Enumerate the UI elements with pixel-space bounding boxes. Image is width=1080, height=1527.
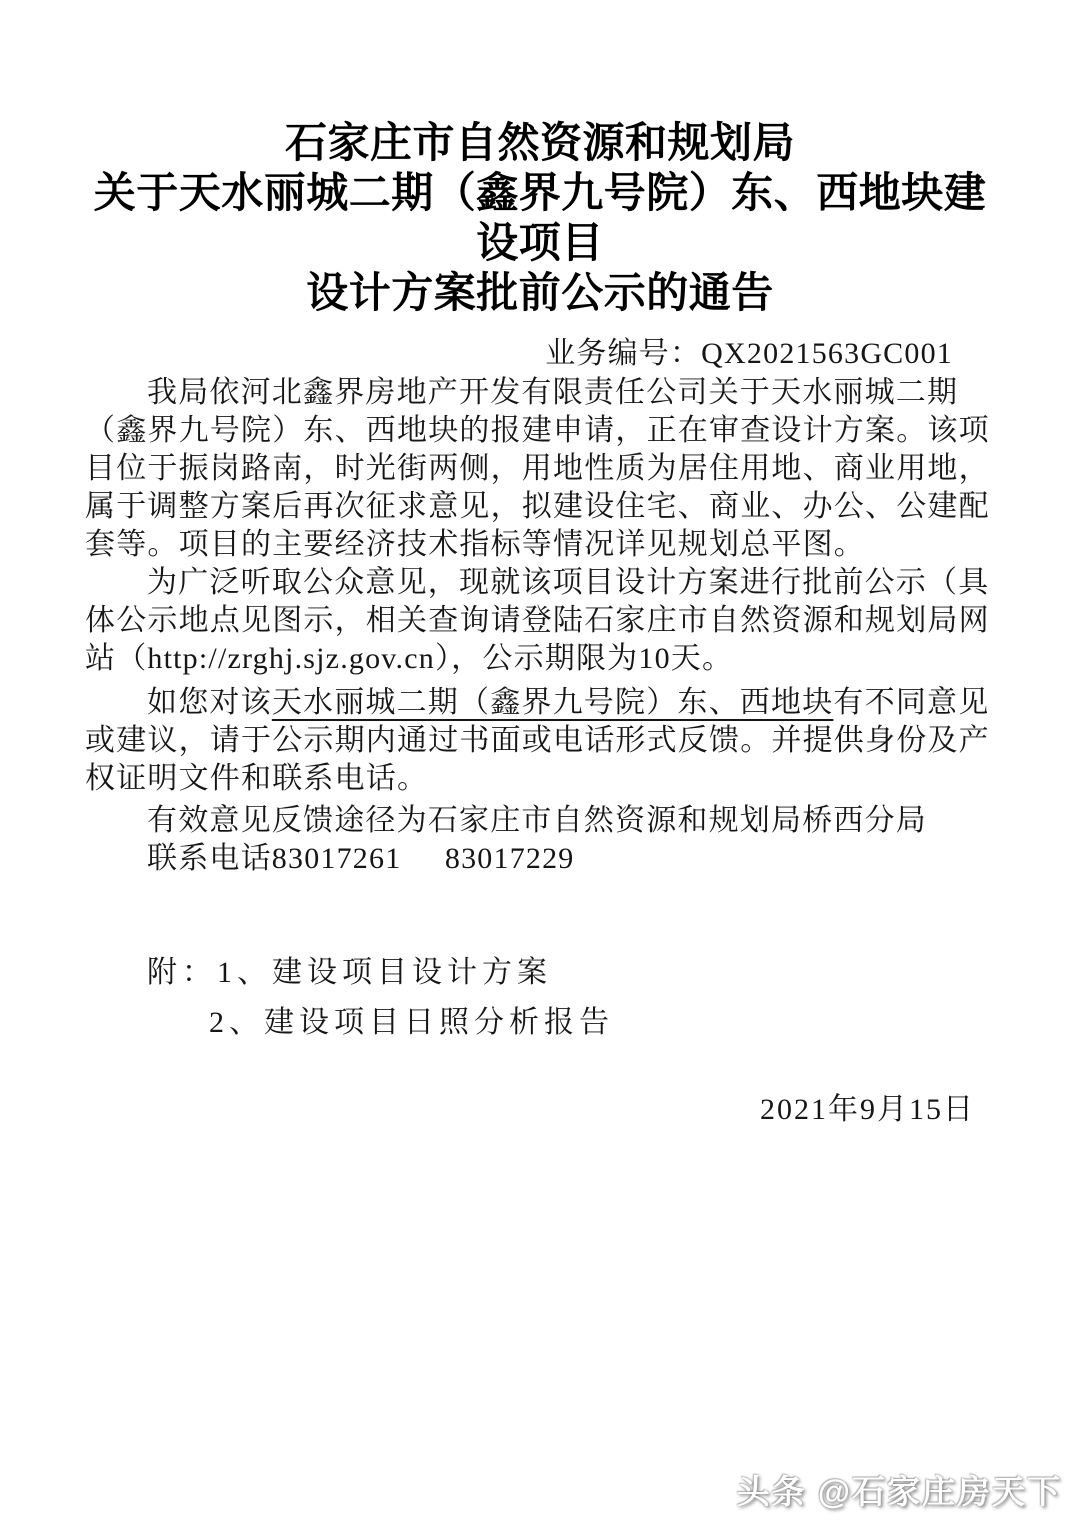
project-name-underlined: 天水丽城二期（鑫界九号院）东、西地块 xyxy=(271,686,834,719)
toutiao-watermark: 头条 @石家庄房天下 xyxy=(736,1473,1062,1510)
contact-phone-line: 联系电话83017261 83017229 xyxy=(147,842,575,875)
para1-line-4: 属于调整方案后再次征求意见，拟建设住宅、商业、办公、公建配 xyxy=(85,490,990,523)
attachment-line-1: 附：1、建设项目设计方案 xyxy=(147,956,552,989)
feedback-section xyxy=(85,802,995,878)
title-line-4: 设计方案批前公示的通告 xyxy=(306,269,774,316)
para3-line1-prefix: 如您对该 xyxy=(147,686,272,719)
paragraph-project-review xyxy=(85,374,995,564)
attachment-section xyxy=(85,948,995,1048)
para2-line-2: 体公示地点见图示，相关查询请登陆石家庄市自然资源和规划局网 xyxy=(85,604,990,637)
para1-line-3: 目位于振岗路南，时光街两侧，用地性质为居住用地、商业用地， xyxy=(85,452,990,485)
title-line-3: 设项目 xyxy=(476,219,604,266)
issue-date: 2021年9月15日 xyxy=(760,1093,975,1126)
title-line-1: 石家庄市自然资源和规划局 xyxy=(284,119,795,166)
para3-line-2: 或建议，请于公示期内通过书面或电话形式反馈。并提供身份及产 xyxy=(85,724,990,757)
para1-line-1: 我局依河北鑫界房地产开发有限责任公司关于天水丽城二期 xyxy=(147,376,959,409)
notice-title xyxy=(85,0,995,318)
feedback-channel-line: 有效意见反馈途径为石家庄市自然资源和规划局桥西分局 xyxy=(147,804,927,837)
notice-body xyxy=(85,374,995,1130)
title-line-2: 关于天水丽城二期（鑫界九号院）东、西地块建 xyxy=(93,169,987,216)
para1-line-5: 套等。项目的主要经济技术指标等情况详见规划总平图。 xyxy=(85,528,865,561)
attachment-line-2: 2、建设项目日照分析报告 xyxy=(209,1006,614,1039)
paragraph-public-notice xyxy=(85,564,995,678)
para1-line-2: （鑫界九号院）东、西地块的报建申请，正在审查设计方案。该项 xyxy=(85,414,990,447)
para3-line-3: 权证明文件和联系电话。 xyxy=(85,762,429,795)
business-number: 业务编号：QX2021563GC001 xyxy=(545,337,953,370)
paragraph-objection xyxy=(85,684,995,798)
para2-line-1: 为广泛听取公众意见，现就该项目设计方案进行批前公示（具 xyxy=(147,566,990,599)
para2-line-3: 站（http://zrghj.sjz.gov.cn），公示期限为10天。 xyxy=(85,642,734,675)
para3-line-1 xyxy=(85,684,995,722)
para3-line1-suffix: 有不同意见 xyxy=(833,686,990,719)
